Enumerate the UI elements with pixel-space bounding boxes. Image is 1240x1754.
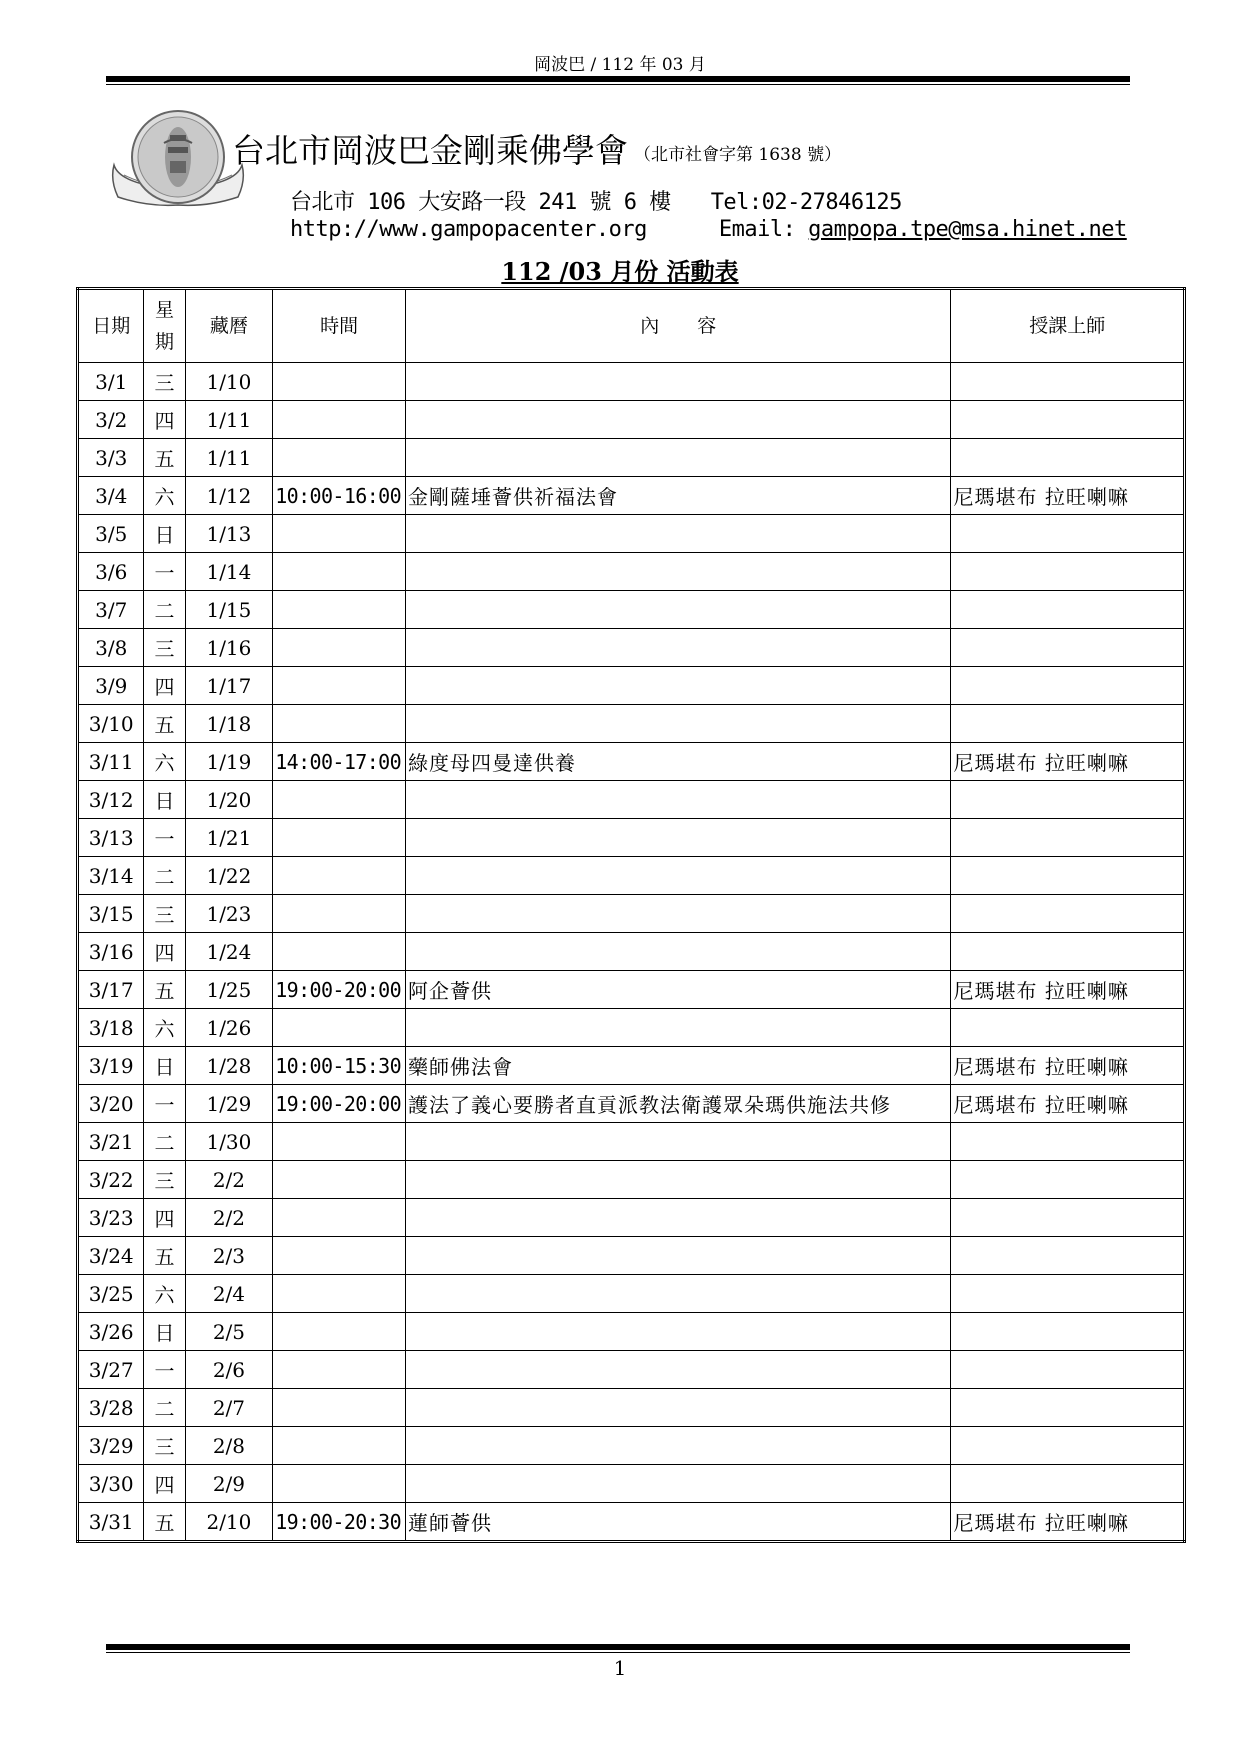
table-row	[78, 477, 1185, 515]
date-cell: 3/28	[78, 1389, 144, 1427]
tibetan-date-cell: 2/5	[185, 1313, 273, 1351]
tibetan-date-cell: 1/20	[185, 781, 273, 819]
tibetan-date-cell: 1/17	[185, 667, 273, 705]
time-cell	[273, 1313, 406, 1351]
teacher-cell	[951, 1465, 1185, 1503]
weekday-cell: 日	[144, 515, 185, 553]
date-cell: 3/26	[78, 1313, 144, 1351]
time-cell: 19:00-20:30	[273, 1503, 406, 1542]
time-cell	[273, 363, 406, 401]
content-cell	[406, 363, 951, 401]
teacher-cell	[951, 1237, 1185, 1275]
teacher-cell	[951, 667, 1185, 705]
tibetan-date-cell: 1/23	[185, 895, 273, 933]
table-row	[78, 819, 1185, 857]
teacher-cell: 尼瑪堪布 拉旺喇嘛	[951, 971, 1185, 1009]
tibetan-date-cell: 2/6	[185, 1351, 273, 1389]
date-cell: 3/12	[78, 781, 144, 819]
date-cell: 3/15	[78, 895, 144, 933]
page-number: 1	[613, 1656, 627, 1680]
tibetan-date-cell: 1/25	[185, 971, 273, 1009]
tibetan-date-cell: 1/22	[185, 857, 273, 895]
org-name-text: 台北市岡波巴金剛乘佛學會	[232, 131, 628, 170]
tibetan-date-cell: 1/12	[185, 477, 273, 515]
date-cell: 3/5	[78, 515, 144, 553]
time-cell	[273, 553, 406, 591]
time-cell	[273, 667, 406, 705]
bottom-rule-thin	[106, 1652, 1130, 1653]
teacher-cell	[951, 1313, 1185, 1351]
time-cell	[273, 819, 406, 857]
weekday-cell: 五	[144, 705, 185, 743]
time-cell	[273, 401, 406, 439]
table-row	[78, 857, 1185, 895]
teacher-cell	[951, 1427, 1185, 1465]
date-cell: 3/3	[78, 439, 144, 477]
contact-line	[290, 217, 1127, 242]
table-row	[78, 1313, 1185, 1351]
tibetan-date-cell: 1/11	[185, 401, 273, 439]
tibetan-date-cell: 1/24	[185, 933, 273, 971]
weekday-cell: 五	[144, 971, 185, 1009]
weekday-cell: 六	[144, 1275, 185, 1313]
header-time: 時間	[273, 289, 406, 363]
time-cell: 14:00-17:00	[273, 743, 406, 781]
content-cell: 蓮師薈供	[406, 1503, 951, 1542]
content-cell: 金剛薩埵薈供祈福法會	[406, 477, 951, 515]
weekday-cell: 日	[144, 781, 185, 819]
teacher-cell	[951, 895, 1185, 933]
weekday-cell: 三	[144, 1427, 185, 1465]
teacher-cell: 尼瑪堪布 拉旺喇嘛	[951, 1047, 1185, 1085]
weekday-cell: 一	[144, 1351, 185, 1389]
table-row	[78, 971, 1185, 1009]
org-logo-icon	[108, 105, 248, 223]
time-cell: 10:00-15:30	[273, 1047, 406, 1085]
content-cell	[406, 933, 951, 971]
content-cell	[406, 1009, 951, 1047]
time-cell	[273, 439, 406, 477]
time-cell	[273, 1123, 406, 1161]
tibetan-date-cell: 2/9	[185, 1465, 273, 1503]
table-row	[78, 1351, 1185, 1389]
table-row	[78, 1199, 1185, 1237]
weekday-cell: 二	[144, 857, 185, 895]
time-cell	[273, 1351, 406, 1389]
time-cell	[273, 1427, 406, 1465]
date-cell: 3/17	[78, 971, 144, 1009]
time-cell	[273, 1389, 406, 1427]
time-cell	[273, 591, 406, 629]
weekday-cell: 四	[144, 667, 185, 705]
teacher-cell	[951, 1009, 1185, 1047]
content-cell	[406, 401, 951, 439]
weekday-cell: 四	[144, 1465, 185, 1503]
time-cell: 10:00-16:00	[273, 477, 406, 515]
table-row	[78, 629, 1185, 667]
weekday-cell: 一	[144, 819, 185, 857]
email-label: Email:	[718, 217, 796, 242]
tibetan-date-cell: 1/18	[185, 705, 273, 743]
date-cell: 3/2	[78, 401, 144, 439]
schedule-header-row	[78, 289, 1185, 363]
teacher-cell	[951, 1389, 1185, 1427]
table-row	[78, 515, 1185, 553]
table-row	[78, 1503, 1185, 1542]
tibetan-date-cell: 2/3	[185, 1237, 273, 1275]
teacher-cell	[951, 933, 1185, 971]
time-cell	[273, 1199, 406, 1237]
content-cell	[406, 1161, 951, 1199]
table-row	[78, 553, 1185, 591]
content-cell	[406, 1123, 951, 1161]
tibetan-date-cell: 1/19	[185, 743, 273, 781]
header-tibetan-date: 藏曆	[185, 289, 273, 363]
time-cell	[273, 1465, 406, 1503]
org-name	[232, 125, 841, 172]
content-cell: 阿企薈供	[406, 971, 951, 1009]
org-registration: （北市社會字第 1638 號）	[634, 145, 842, 165]
tibetan-date-cell: 2/8	[185, 1427, 273, 1465]
teacher-cell: 尼瑪堪布 拉旺喇嘛	[951, 1085, 1185, 1123]
tibetan-date-cell: 1/29	[185, 1085, 273, 1123]
teacher-cell	[951, 819, 1185, 857]
teacher-cell	[951, 1275, 1185, 1313]
tibetan-date-cell: 1/21	[185, 819, 273, 857]
date-cell: 3/4	[78, 477, 144, 515]
tibetan-date-cell: 1/10	[185, 363, 273, 401]
table-row	[78, 439, 1185, 477]
content-cell	[406, 439, 951, 477]
table-row	[78, 1161, 1185, 1199]
weekday-cell: 三	[144, 629, 185, 667]
schedule-table	[76, 287, 1186, 1543]
weekday-cell: 日	[144, 1313, 185, 1351]
content-cell: 藥師佛法會	[406, 1047, 951, 1085]
time-cell: 19:00-20:00	[273, 971, 406, 1009]
time-cell	[273, 1009, 406, 1047]
org-address: 台北市 106 大安路一段 241 號 6 樓	[290, 190, 671, 215]
table-row	[78, 401, 1185, 439]
teacher-cell	[951, 1161, 1185, 1199]
table-row	[78, 705, 1185, 743]
teacher-cell: 尼瑪堪布 拉旺喇嘛	[951, 1503, 1185, 1542]
header-date: 日期	[78, 289, 144, 363]
date-cell: 3/9	[78, 667, 144, 705]
table-row	[78, 363, 1185, 401]
org-website[interactable]: http://www.gampopacenter.org	[290, 217, 647, 242]
date-cell: 3/8	[78, 629, 144, 667]
weekday-cell: 六	[144, 743, 185, 781]
table-row	[78, 667, 1185, 705]
tibetan-date-cell: 1/11	[185, 439, 273, 477]
teacher-cell	[951, 629, 1185, 667]
time-cell	[273, 1275, 406, 1313]
date-cell: 3/19	[78, 1047, 144, 1085]
time-cell	[273, 629, 406, 667]
table-row	[78, 1009, 1185, 1047]
date-cell: 3/16	[78, 933, 144, 971]
content-cell	[406, 667, 951, 705]
date-cell: 3/18	[78, 1009, 144, 1047]
date-cell: 3/1	[78, 363, 144, 401]
teacher-cell	[951, 857, 1185, 895]
weekday-cell: 二	[144, 1389, 185, 1427]
teacher-cell	[951, 1351, 1185, 1389]
weekday-cell: 五	[144, 1237, 185, 1275]
teacher-cell	[951, 515, 1185, 553]
content-cell: 綠度母四曼達供養	[406, 743, 951, 781]
weekday-cell: 三	[144, 895, 185, 933]
date-cell: 3/20	[78, 1085, 144, 1123]
table-row	[78, 1237, 1185, 1275]
date-cell: 3/30	[78, 1465, 144, 1503]
table-row	[78, 1275, 1185, 1313]
weekday-cell: 日	[144, 1047, 185, 1085]
content-cell	[406, 705, 951, 743]
content-cell	[406, 1199, 951, 1237]
org-email-link[interactable]: gampopa.tpe@msa.hinet.net	[808, 217, 1127, 242]
bottom-rule	[106, 1644, 1130, 1650]
weekday-cell: 三	[144, 363, 185, 401]
content-cell	[406, 1351, 951, 1389]
weekday-cell: 四	[144, 401, 185, 439]
date-cell: 3/13	[78, 819, 144, 857]
content-cell	[406, 1237, 951, 1275]
weekday-cell: 一	[144, 1085, 185, 1123]
date-cell: 3/31	[78, 1503, 144, 1542]
weekday-cell: 三	[144, 1161, 185, 1199]
weekday-cell: 二	[144, 591, 185, 629]
content-cell	[406, 553, 951, 591]
time-cell	[273, 895, 406, 933]
content-cell	[406, 857, 951, 895]
teacher-cell: 尼瑪堪布 拉旺喇嘛	[951, 477, 1185, 515]
tibetan-date-cell: 1/13	[185, 515, 273, 553]
content-cell	[406, 819, 951, 857]
teacher-cell	[951, 1123, 1185, 1161]
time-cell	[273, 781, 406, 819]
weekday-cell: 二	[144, 1123, 185, 1161]
org-tel: Tel:02-27846125	[710, 190, 902, 215]
tibetan-date-cell: 1/16	[185, 629, 273, 667]
date-cell: 3/21	[78, 1123, 144, 1161]
weekday-cell: 一	[144, 553, 185, 591]
time-cell	[273, 705, 406, 743]
header-weekday: 星 期	[144, 289, 185, 363]
teacher-cell	[951, 705, 1185, 743]
date-cell: 3/25	[78, 1275, 144, 1313]
table-row	[78, 591, 1185, 629]
date-cell: 3/24	[78, 1237, 144, 1275]
tibetan-date-cell: 1/15	[185, 591, 273, 629]
tibetan-date-cell: 2/10	[185, 1503, 273, 1542]
teacher-cell: 尼瑪堪布 拉旺喇嘛	[951, 743, 1185, 781]
teacher-cell	[951, 781, 1185, 819]
tibetan-date-cell: 1/14	[185, 553, 273, 591]
date-cell: 3/22	[78, 1161, 144, 1199]
content-cell	[406, 1275, 951, 1313]
header-teacher: 授課上師	[951, 289, 1185, 363]
header-content: 內 容	[406, 289, 951, 363]
teacher-cell	[951, 439, 1185, 477]
table-row	[78, 1123, 1185, 1161]
content-cell	[406, 895, 951, 933]
content-cell	[406, 629, 951, 667]
tibetan-date-cell: 1/28	[185, 1047, 273, 1085]
weekday-cell: 四	[144, 933, 185, 971]
top-rule-thin	[106, 84, 1130, 85]
content-cell	[406, 1465, 951, 1503]
table-row	[78, 933, 1185, 971]
teacher-cell	[951, 401, 1185, 439]
top-rule	[106, 76, 1130, 82]
time-cell	[273, 515, 406, 553]
teacher-cell	[951, 363, 1185, 401]
table-row	[78, 1389, 1185, 1427]
address-line	[290, 185, 902, 216]
table-row	[78, 1047, 1185, 1085]
date-cell: 3/27	[78, 1351, 144, 1389]
table-row	[78, 743, 1185, 781]
table-row	[78, 1427, 1185, 1465]
content-cell	[406, 1313, 951, 1351]
time-cell	[273, 933, 406, 971]
content-cell: 護法了義心要勝者直貢派教法衛護眾朵瑪供施法共修	[406, 1085, 951, 1123]
date-cell: 3/7	[78, 591, 144, 629]
teacher-cell	[951, 553, 1185, 591]
date-cell: 3/23	[78, 1199, 144, 1237]
running-head: 岡波巴 / 112 年 03 月	[534, 55, 706, 75]
schedule-title: 112 /03 月份 活動表	[501, 257, 739, 286]
table-row	[78, 1085, 1185, 1123]
tibetan-date-cell: 2/7	[185, 1389, 273, 1427]
tibetan-date-cell: 2/2	[185, 1199, 273, 1237]
weekday-cell: 六	[144, 1009, 185, 1047]
table-row	[78, 781, 1185, 819]
weekday-cell: 四	[144, 1199, 185, 1237]
date-cell: 3/11	[78, 743, 144, 781]
teacher-cell	[951, 1199, 1185, 1237]
date-cell: 3/10	[78, 705, 144, 743]
table-row	[78, 895, 1185, 933]
date-cell: 3/14	[78, 857, 144, 895]
time-cell	[273, 857, 406, 895]
content-cell	[406, 591, 951, 629]
teacher-cell	[951, 591, 1185, 629]
tibetan-date-cell: 1/30	[185, 1123, 273, 1161]
content-cell	[406, 1427, 951, 1465]
weekday-cell: 六	[144, 477, 185, 515]
content-cell	[406, 1389, 951, 1427]
table-row	[78, 1465, 1185, 1503]
weekday-cell: 五	[144, 439, 185, 477]
date-cell: 3/6	[78, 553, 144, 591]
tibetan-date-cell: 2/4	[185, 1275, 273, 1313]
date-cell: 3/29	[78, 1427, 144, 1465]
weekday-cell: 五	[144, 1503, 185, 1542]
time-cell	[273, 1237, 406, 1275]
content-cell	[406, 515, 951, 553]
tibetan-date-cell: 2/2	[185, 1161, 273, 1199]
time-cell: 19:00-20:00	[273, 1085, 406, 1123]
time-cell	[273, 1161, 406, 1199]
tibetan-date-cell: 1/26	[185, 1009, 273, 1047]
content-cell	[406, 781, 951, 819]
